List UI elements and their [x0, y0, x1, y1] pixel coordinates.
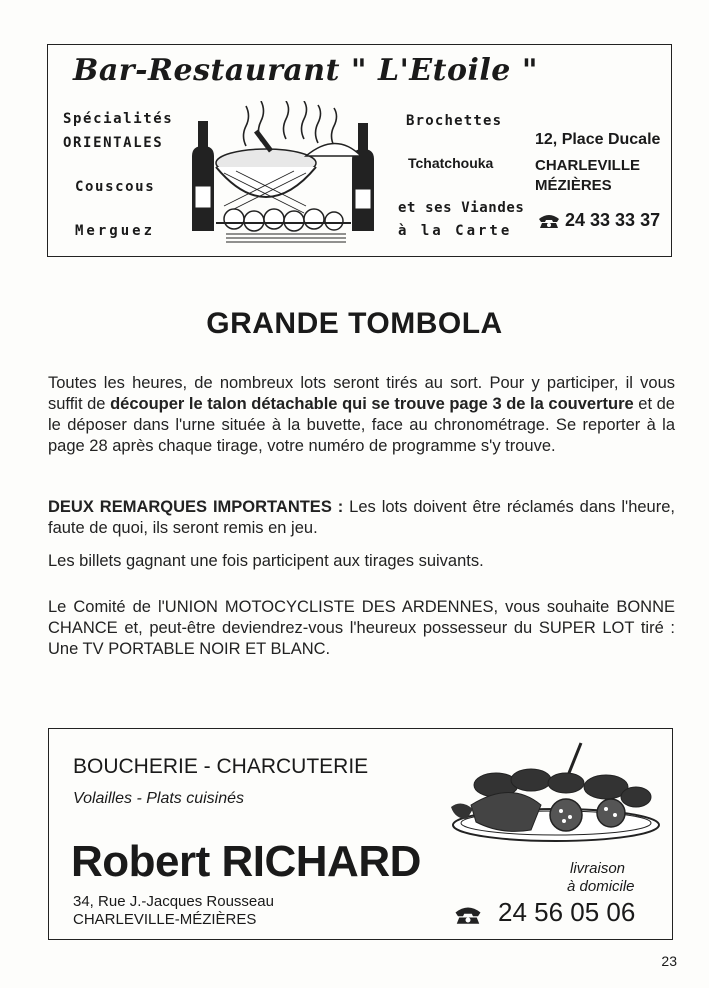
- tchatchouka-label: Tchatchouka: [408, 155, 494, 171]
- boucherie-city: CHARLEVILLE-MÉZIÈRES: [73, 911, 257, 928]
- carte-label: à la Carte: [398, 223, 513, 239]
- boucherie-name: Robert RICHARD: [71, 837, 421, 886]
- brochettes-label: Brochettes: [406, 113, 503, 129]
- boucherie-phone: 24 56 05 06: [498, 897, 636, 927]
- couscous-label: Couscous: [75, 179, 156, 195]
- tombola-paragraph-1: [48, 373, 675, 457]
- tombola-paragraph-4: Le Comité de l'UNION MOTOCYCLISTE DES ARDENNES, vous souhaite BONNE CHANCE et, peut-être deviendrez-vous l'heureux possesseur du SUPER LOT tiré : Une TV PORTABLE NOIR ET BLANC.: [48, 598, 675, 658]
- orientales-label: ORIENTALES: [63, 135, 164, 151]
- boucherie-ad: [48, 728, 673, 940]
- boucherie-line2: Volailles - Plats cuisinés: [73, 790, 245, 807]
- specialites-label: Spécialités: [63, 111, 174, 127]
- p2-text: Les lots doivent être réclamés dans l'heure, faute de quoi, ils seront remis en jeu.: [48, 498, 675, 537]
- charcuterie-platter-icon: [446, 735, 664, 845]
- merguez-label: Merguez: [75, 223, 156, 239]
- telephone-icon: [453, 905, 483, 925]
- viandes-label: et ses Viandes: [398, 200, 525, 216]
- page-number: 23: [661, 953, 677, 969]
- restaurant-title: Bar-Restaurant " L'Etoile ": [73, 53, 538, 88]
- food-platter-with-bottles-icon: [186, 101, 386, 246]
- boucherie-address: 34, Rue J.-Jacques Rousseau: [73, 893, 274, 910]
- restaurant-ad: [47, 44, 672, 257]
- tombola-headline: GRANDE TOMBOLA: [206, 307, 503, 340]
- restaurant-city2: MÉZIÈRES: [535, 177, 612, 194]
- p1-text-a: Toutes les heures, de nombreux lots seront tirés au sort. Pour y participer, il vous suffit de: [48, 374, 675, 413]
- p2-text-bold: DEUX REMARQUES IMPORTANTES :: [48, 498, 344, 516]
- telephone-icon: [537, 213, 561, 229]
- livraison-line1: livraison: [570, 860, 626, 877]
- p1-text-bold: découper le talon détachable qui se trouve page 3 de la couverture: [110, 395, 634, 413]
- livraison-line2: à domicile: [567, 878, 635, 895]
- tombola-paragraph-3: Les billets gagnant une fois participent aux tirages suivants.: [48, 552, 484, 570]
- boucherie-line1: BOUCHERIE - CHARCUTERIE: [73, 755, 369, 778]
- restaurant-address: 12, Place Ducale: [535, 131, 661, 148]
- tombola-paragraph-2: [48, 497, 675, 539]
- restaurant-city1: CHARLEVILLE: [535, 157, 640, 174]
- p1-text-b: et de le déposer dans l'urne située à la buvette, face au chronométrage. Se reporter à la page 28 après chaque tirage, votre numéro de programme s'y trouve.: [48, 395, 675, 455]
- restaurant-phone: 24 33 33 37: [565, 210, 661, 230]
